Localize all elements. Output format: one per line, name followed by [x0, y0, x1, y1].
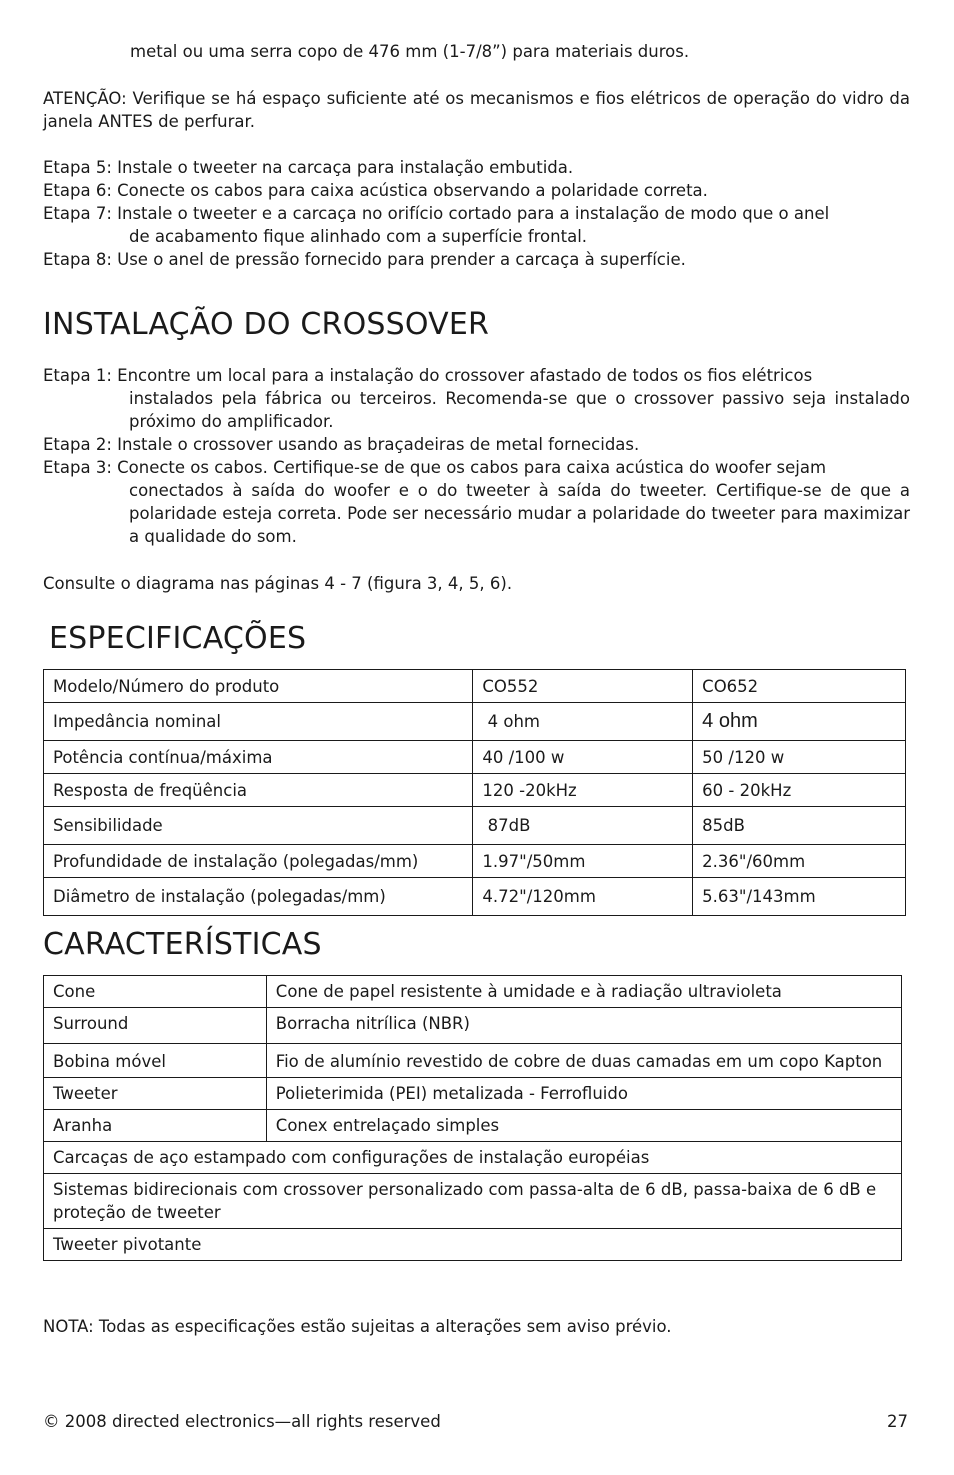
table-row: [44, 1078, 902, 1110]
page-number: 27: [887, 1412, 908, 1431]
feature-full-row: Sistemas bidirecionais com crossover personalizado com passa-alta de 6 dB, passa-baixa de 6 dB e proteção de tweeter: [44, 1174, 902, 1229]
features-table: [43, 975, 902, 1261]
table-row: [44, 1174, 902, 1229]
install-steps: [43, 156, 910, 271]
table-row: [44, 774, 906, 807]
spec-value-co552: 4 ohm: [473, 703, 693, 741]
crossover-title: INSTALAÇÃO DO CROSSOVER: [43, 307, 490, 342]
table-row: [44, 1229, 902, 1261]
step-6: Etapa 6: Conecte os cabos para caixa acústica observando a polaridade correta.: [43, 181, 708, 200]
feature-value: Borracha nitrílica (NBR): [266, 1008, 901, 1044]
continuation-line: metal ou uma serra copo de 476 mm (1-7/8”) para materiais duros.: [130, 42, 690, 61]
table-row: [44, 878, 906, 916]
step-7: Etapa 7: Instale o tweeter e a carcaça no orifício cortado para a instalação de modo que o anel: [43, 204, 830, 223]
spec-label: Impedância nominal: [44, 703, 473, 741]
crossover-step-3: Etapa 3: Conecte os cabos. Certifique-se de que os cabos para caixa acústica do woofer sejam: [43, 458, 827, 477]
crossover-step-3-continuation: conectados à saída do woofer e o do tweeter à saída do tweeter. Certifique-se de que a polaridade esteja correta. Pode ser necessário mudar a polaridade do tweeter para maximizar a qualidade do som.: [129, 481, 910, 546]
table-row: [44, 1008, 902, 1044]
disclaimer-note: NOTA: Todas as especificações estão sujeitas a alterações sem aviso prévio.: [43, 1317, 672, 1336]
crossover-step-1: Etapa 1: Encontre um local para a instalação do crossover afastado de todos os fios elétricos: [43, 366, 813, 385]
spec-label: Diâmetro de instalação (polegadas/mm): [44, 878, 473, 916]
table-row: [44, 1044, 902, 1078]
spec-value-co652: 85dB: [693, 807, 906, 845]
spec-value-co552: 40 /100 w: [473, 741, 693, 774]
spec-value-co652: 60 - 20kHz: [693, 774, 906, 807]
feature-label: Aranha: [44, 1110, 267, 1142]
diagram-reference: Consulte o diagrama nas páginas 4 - 7 (figura 3, 4, 5, 6).: [43, 574, 513, 593]
table-row: [44, 1142, 902, 1174]
table-row: [44, 703, 906, 741]
spec-value-co652: 50 /120 w: [693, 741, 906, 774]
feature-label: Cone: [44, 976, 267, 1008]
table-row: [44, 807, 906, 845]
crossover-steps: [43, 364, 910, 548]
spec-value-co552: CO552: [473, 670, 693, 703]
table-row: [44, 741, 906, 774]
spec-label: Sensibilidade: [44, 807, 473, 845]
features-title: CARACTERÍSTICAS: [43, 927, 322, 962]
table-row: [44, 845, 906, 878]
feature-full-row: Carcaças de aço estampado com configurações de instalação européias: [44, 1142, 902, 1174]
spec-label: Potência contínua/máxima: [44, 741, 473, 774]
spec-value-co652: 5.63"/143mm: [693, 878, 906, 916]
step-7-continuation: de acabamento fique alinhado com a superfície frontal.: [129, 227, 588, 246]
specs-table: [43, 669, 906, 916]
spec-value-co552: 4.72"/120mm: [473, 878, 693, 916]
table-row: [44, 670, 906, 703]
table-row: [44, 1110, 902, 1142]
spec-value-co652: CO652: [693, 670, 906, 703]
feature-label: Bobina móvel: [44, 1044, 267, 1078]
step-5: Etapa 5: Instale o tweeter na carcaça para instalação embutida.: [43, 158, 574, 177]
copyright-footer: © 2008 directed electronics—all rights reserved: [43, 1412, 441, 1431]
spec-label: Resposta de freqüência: [44, 774, 473, 807]
feature-label: Tweeter: [44, 1078, 267, 1110]
spec-value-co652: 2.36"/60mm: [693, 845, 906, 878]
crossover-step-1-continuation: instalados pela fábrica ou terceiros. Recomenda-se que o crossover passivo seja instalado próximo do amplificador.: [129, 389, 910, 431]
step-8: Etapa 8: Use o anel de pressão fornecido para prender a carcaça à superfície.: [43, 250, 686, 269]
feature-full-row: Tweeter pivotante: [44, 1229, 902, 1261]
crossover-step-2: Etapa 2: Instale o crossover usando as braçadeiras de metal fornecidas.: [43, 435, 640, 454]
feature-value: Fio de alumínio revestido de cobre de duas camadas em um copo Kapton: [266, 1044, 901, 1078]
spec-value-co552: 1.97"/50mm: [473, 845, 693, 878]
spec-value-co552: 87dB: [473, 807, 693, 845]
specs-title: ESPECIFICAÇÕES: [49, 621, 307, 656]
spec-value-co652: 4 ohm: [693, 703, 906, 741]
attention-paragraph: ATENÇÃO: Verifique se há espaço suficiente até os mecanismos e fios elétricos de operação do vidro da janela ANTES de perfurar.: [43, 89, 910, 131]
spec-value-co552: 120 -20kHz: [473, 774, 693, 807]
feature-value: Conex entrelaçado simples: [266, 1110, 901, 1142]
spec-label: Modelo/Número do produto: [44, 670, 473, 703]
feature-label: Surround: [44, 1008, 267, 1044]
spec-label: Profundidade de instalação (polegadas/mm): [44, 845, 473, 878]
feature-value: Cone de papel resistente à umidade e à radiação ultravioleta: [266, 976, 901, 1008]
feature-value: Polieterimida (PEI) metalizada - Ferrofluido: [266, 1078, 901, 1110]
table-row: [44, 976, 902, 1008]
